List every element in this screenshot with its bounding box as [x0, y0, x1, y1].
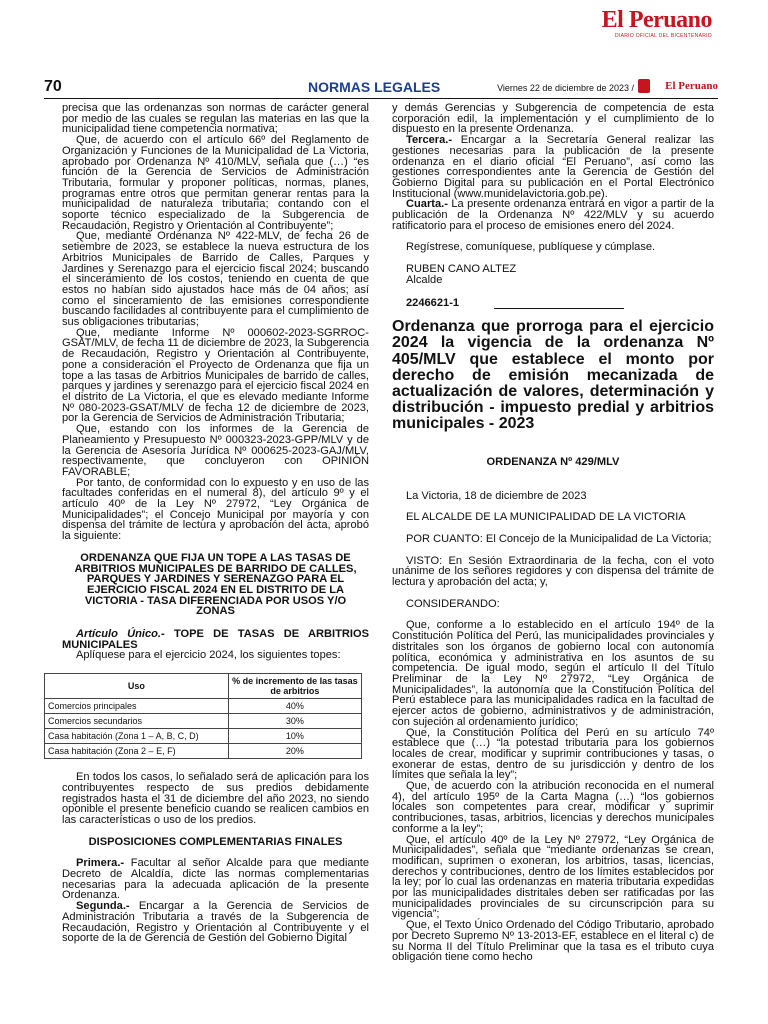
- paragraph: Que, la Constitución Política del Perú en su artículo 74º establece que (…) “la potestad tributaria para los gobiernos locales de crear, modificar y suprimir contribuciones y tasas, o exonerar de estas, dentro de su jurisdicción y dentro de los límites que señala la ley”;: [392, 726, 714, 782]
- paragraph: Que, mediante Informe Nº 000602-2023-SGRROC-GSAT/MLV, de fecha 11 de diciembre de 2023, la Subgerencia de Recaudación, Registro y Orientación al Contribuyente, pone a consideración el Proyecto de Ordenanza que fija un tope a las tasas de Arbitrios Municipales de barrido de calles, parques y jardines y serenazgo para el ejercicio fiscal 2024 en el distrito de La Victoria, el que es elevado mediante Informe Nº 080-2023-GSAT/MLV de fecha 12 de diciembre de 2023, por la Gerencia de Servicios de Administración Tributaria;: [62, 326, 369, 425]
- ordinance-title: ORDENANZA QUE FIJA UN TOPE A LAS TASAS DE ARBITRIOS MUNICIPALES DE BARRIDO DE CALLES, PARQUES Y JARDINES Y SERENAZGO PARA EL EJERCICIO FISCAL 2024 EN EL DISTRITO DE LA VICTORIA - TASA DIFERENCIADA POR USOS Y/O ZONAS: [74, 551, 357, 618]
- paragraph: y demás Gerencias y Subgerencia de competencia de esta corporación edil, la implementación y el cumplimiento de lo dispuesto en la presente Ordenanza.: [392, 102, 714, 136]
- provision-primera: [62, 858, 369, 901]
- table-row: [45, 729, 362, 744]
- column-header-uso: Uso: [45, 674, 229, 699]
- document-code: 2246621-1: [406, 296, 460, 309]
- paragraph: Que, de acuerdo con la atribución reconocida en el numeral 4), del artículo 195º de la Carta Magna (…) “los gobiernos locales son competentes para crear, modificar y suprimir contribuciones, tasas, arbitrios, licencias y derechos municipales conforme a la ley”;: [392, 780, 714, 835]
- section-heading: DISPOSICIONES COMPLEMENTARIAS FINALES: [88, 835, 343, 848]
- cell-uso: Comercios principales: [45, 699, 229, 714]
- right-column: [392, 103, 714, 963]
- closing-line: Regístrese, comuníquese, publíquese y cúmplase.: [406, 241, 656, 254]
- cell-uso: Casa habitación (Zona 1 – A, B, C, D): [45, 729, 229, 744]
- cell-pct: 20%: [228, 744, 361, 759]
- page-number: 70: [44, 78, 62, 95]
- masthead-tagline: DIARIO OFICIAL DEL BICENTENARIO: [615, 33, 712, 39]
- table-row: [45, 714, 362, 729]
- provision-segunda: [62, 901, 369, 944]
- provision-text: Encargar a la Secretaría General realizar las gestiones necesarias para la publicación de la presente ordenanza en el diario oficial “El Peruano”, así como las gestiones correspondientes ante la Gerencia de Gestión del Gobierno Digital para su publicación en el Portal Electrónico Institucional (www.munidelavictoria.gob.pe).: [392, 134, 714, 200]
- column-header-pct: % de incremento de las tasas de arbitrios: [228, 674, 361, 699]
- paragraph: Que, conforme a lo establecido en el artículo 194º de la Constitución Política del Perú, las municipalidades provinciales y distritales son los órganos de gobierno local con autonomía política, económica y administrativa en los asuntos de su competencia. De igual modo, según el artículo II del Título Preliminar de la Ley Nº 27972, “Ley Orgánica de Municipalidades”, la autonomía que la Constitución Política del Perú establece para las municipalidades radica en la facultad de ejercer actos de gobierno, administrativos y de administración, con sujeción al ordenamiento jurídico;: [392, 619, 714, 728]
- provision-text: Facultar al señor Alcalde para que mediante Decreto de Alcaldía, dicte las normas complementarias necesarias para la adecuada aplicación de la presente Ordenanza.: [62, 857, 369, 902]
- provision-text: Encargar a la Gerencia de Servicios de Administración Tributaria a través de la Subgerencia de Recaudación, Registro y Orientación al Contribuyente y el soporte de la de Gerencia de Gestión del Gobierno Digital: [62, 900, 369, 945]
- considerando-heading: CONSIDERANDO:: [406, 597, 500, 610]
- topes-table: [44, 673, 362, 759]
- article-title: TOPE DE TASAS DE ARBITRIOS MUNICIPALES: [62, 628, 369, 651]
- paragraph: Por tanto, de conformidad con lo expuesto y en uso de las facultades conferidas en el numeral 8), del artículo 9º y el artículo 40º de la Ley Nº 27972, “Ley Orgánica de Municipalidades”; el Concejo Municipal por mayoría y con dispensa del trámite de lectura y aprobación del acta, aprobó la siguiente:: [62, 476, 369, 543]
- paragraph: En todos los casos, lo señalado será de aplicación para los contribuyentes respecto de sus predios debidamente registrados hasta el 31 de diciembre del año 2023, no siendo oponible el presente beneficio cuando se realicen cambios en las características o uso de los predios.: [62, 771, 369, 826]
- table-row: [45, 744, 362, 759]
- masthead: [602, 8, 712, 39]
- table-header-row: [45, 674, 362, 699]
- table-row: [45, 699, 362, 714]
- cell-pct: 40%: [228, 699, 361, 714]
- provision-text: La presente ordenanza entrará en vigor a partir de la publicación de la Ordenanza Nº 422/MLV y su acuerdo ratificatorio para el proceso de emisiones enero del 2024.: [392, 198, 714, 232]
- visto: VISTO: En Sesión Extraordinaria de la fecha, con el voto unánime de los señores regidores y con dispensa del trámite de lectura y aprobación del acta; y,: [392, 554, 714, 589]
- article-heading: [62, 629, 369, 650]
- paragraph: Que, estando con los informes de la Gerencia de Planeamiento y Presupuesto Nº 000323-2023-GPP/MLV y de la Gerencia de Asesoría Jurídica Nº 000625-2023-GAJ/MLV, respectivamente, que concluyeron con OPINIÓN FAVORABLE;: [62, 423, 369, 478]
- paragraph: Que, el artículo 40º de la Ley Nº 27972, “Ley Orgánica de Municipalidades”, señala que “mediante ordenanzas se crean, modifican, suprimen o exoneran, los arbitrios, tasas, licencias, derechos y contribuciones, dentro de los límites establecidos por la ley; por lo cual las ordenanzas en materia tributaria expedidas por las municipalidades distritales deben ser ratificadas por las municipalidades provinciales de su circunscripción para su vigencia”;: [392, 833, 714, 921]
- provision-label: Tercera.-: [406, 134, 453, 147]
- signer-name: RUBEN CANO ALTEZ: [406, 263, 517, 276]
- provision-tercera: [392, 135, 714, 199]
- article-label: Artículo Único.-: [76, 628, 165, 641]
- header-logo: El Peruano: [665, 80, 718, 92]
- left-column: [48, 102, 369, 945]
- cell-pct: 30%: [228, 714, 361, 729]
- section-title: NORMAS LEGALES: [308, 79, 441, 95]
- issue-date: Viernes 22 de diciembre de 2023 /: [497, 83, 634, 93]
- provision-label: Cuarta.-: [406, 198, 448, 211]
- coat-of-arms-icon: [638, 79, 650, 93]
- provision-cuarta: [392, 199, 714, 231]
- el-peruano-logo: El Peruano: [601, 7, 712, 33]
- ordinance-headline: Ordenanza que prorroga para el ejercicio 2024 la vigencia de la ordenanza Nº 405/MLV que establece el monto por derecho de emisión mecanizada de actualización de valores, determinación y distribución - impuesto predial y arbitrios municipales - 2023: [392, 318, 714, 433]
- paragraph: Que, el Texto Único Ordenado del Código Tributario, aprobado por Decreto Supremo Nº 13-2013-EF, establece en el literal c) de su Norma II del Título Preliminar que la tasa es el tributo cuya obligación tiene como hecho: [392, 919, 714, 964]
- page-header: [44, 76, 718, 99]
- provision-label: Segunda.-: [76, 900, 130, 913]
- place-date: La Victoria, 18 de diciembre de 2023: [406, 489, 587, 502]
- paragraph: Que, mediante Ordenanza Nº 422-MLV, de fecha 26 de setiembre de 2023, se establece la nueva estructura de los Arbitrios Municipales de Barrido de Calles, Parques y Jardines y Serenazgo para el ejercicio fiscal 2024; buscando el sinceramiento de los costos, teniendo en cuenta de que estos no habían sido ajustados hace más de 04 años; así como el sinceramiento de las emisiones correspondiente buscando facilidades al contribuyente para el cumplimiento de sus obligaciones tributarias;: [62, 230, 369, 329]
- por-cuanto: POR CUANTO: El Concejo de la Municipalidad de La Victoria;: [406, 532, 712, 545]
- ordinance-number: ORDENANZA Nº 429/MLV: [486, 455, 620, 468]
- cell-uso: Comercios secundarios: [45, 714, 229, 729]
- paragraph: Que, de acuerdo con el artículo 66º del Reglamento de Organización y Funciones de la Municipalidad de La Victoria, aprobado por Ordenanza Nº 410/MLV, señala que (…) “es función de la Gerencia de Servicios de Administración Tributaria, formular y proponer políticas, normas, planes, programas entre otros que permitan generar rentas para la municipalidad de naturaleza tributaria; contando con el soporte técnico especializado de la Subgerencia de Recaudación, Registro y Orientación al Contribuyente”;: [62, 134, 369, 232]
- provision-label: Primera.-: [76, 857, 125, 870]
- cell-pct: 10%: [228, 729, 361, 744]
- signer-title: Alcalde: [406, 273, 443, 286]
- paragraph: Aplíquese para el ejercicio 2024, los siguientes topes:: [76, 649, 341, 662]
- cell-uso: Casa habitación (Zona 2 – E, F): [45, 744, 229, 759]
- paragraph: precisa que las ordenanzas son normas de carácter general por medio de las cuales se regulan las materias en las que la municipalidad tiene competencia normativa;: [62, 102, 369, 136]
- mayor-heading: EL ALCALDE DE LA MUNICIPALIDAD DE LA VICTORIA: [406, 511, 686, 524]
